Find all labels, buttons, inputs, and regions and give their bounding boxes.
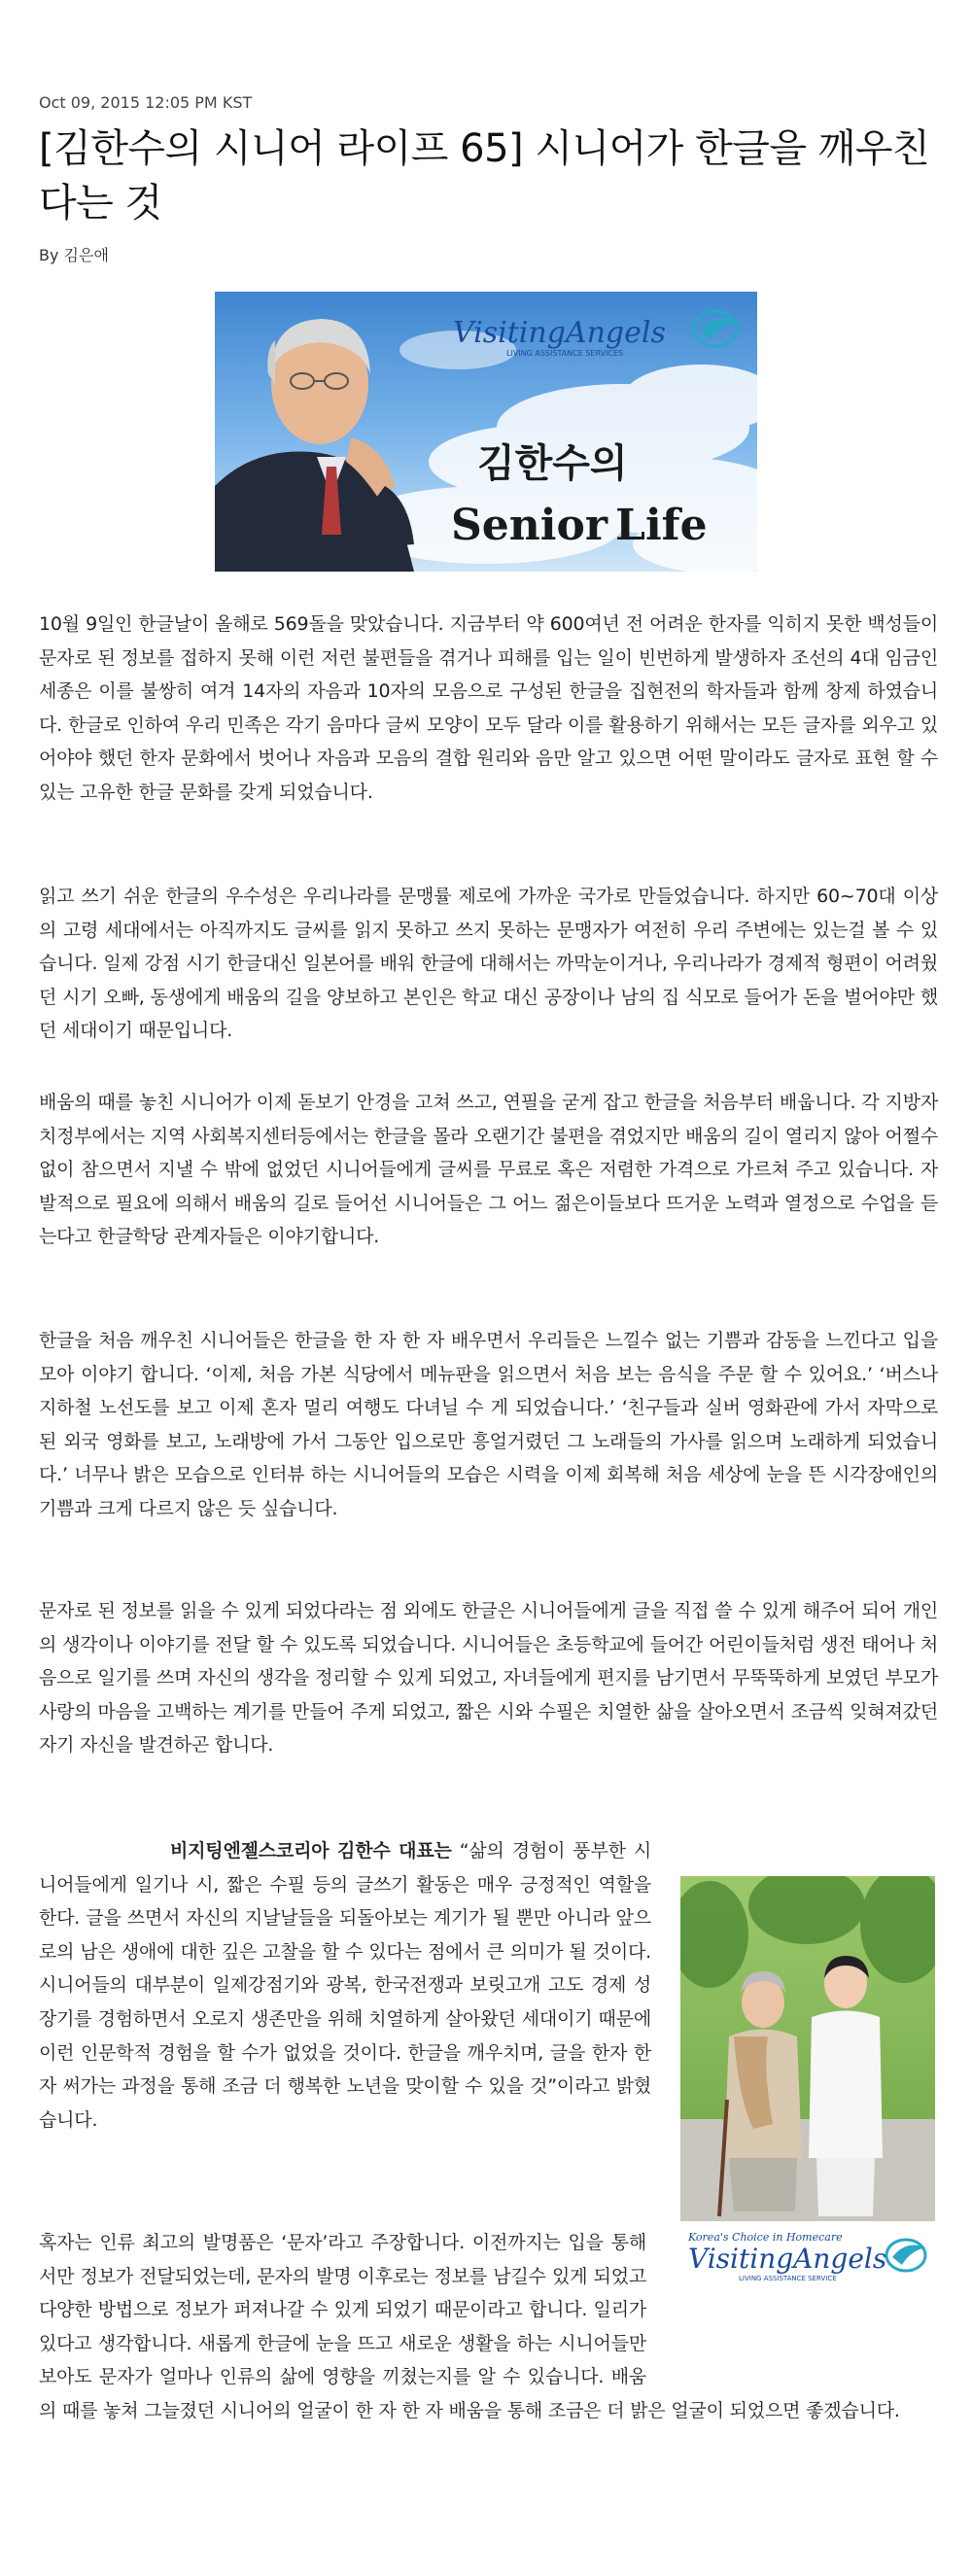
article-paragraph: 읽고 쓰기 쉬운 한글의 우수성은 우리나라를 문맹률 제로에 가까운 국가로 만들었습니다. 하지만 60~70대 이상의 고령 세대에서는 아직까지도 글씨를 읽지 못하고 쓰지 못하는 문맹자가 여전히 우리 주변에는 있는걸 볼 수 있습니다. 일제 강점 시기 한글대신 일본어를 배워 한글에 대해서는 까막눈이거나, 우리나라가 경제적 형편이 어려웠던 시기 오빠, 동생에게 배움의 길을 양보하고 본인은 학교 대신 공장이나 남의 집 식모로 들어가 돈을 벌어야만 했던 세대이기 때문입니다. xyxy=(39,886,938,1042)
quote-text: “삶의 경험이 풍부한 시니어들에게 일기나 시, 짧은 수필 등의 글쓰기 활동은 매우 긍정적인 역할을 한다. 글을 쓰면서 자신의 지날날들을 되돌아보는 계기가 될 뿐만 아니라 앞으로의 남은 생애에 대한 깊은 고찰을 할 수 있다는 점에서 큰 의미가 될 것이다. 시니어들의 대부분이 일제강점기와 광복, 한국전쟁과 보릿고개 고도 경제 성장기를 경험하면서 오로지 생존만을 위해 치열하게 살아왔던 세대이기 때문에 이런 인문학적 경험을 할 수가 없었을 것이다. 한글을 깨우치며, 글을 한자 한자 써가는 과정을 통해 조금 더 행복한 노년을 맞이할 수 있을 것”이라고 밝혔습니다. xyxy=(39,1840,652,2131)
quote-paragraph xyxy=(39,1834,651,2137)
hero-brand-sub: LIVING ASSISTANCE SERVICES xyxy=(506,349,624,358)
article-title: [김한수의 시니어 라이프 65] 시니어가 한글을 깨우친다는 것 xyxy=(39,126,930,226)
series-title-senior: Senior xyxy=(451,501,608,550)
hero-banner-image xyxy=(215,292,757,572)
byline-prefix: By xyxy=(39,246,59,264)
article-paragraph: 10월 9일인 한글날이 올해로 569돌을 맞았습니다. 지금부터 약 600여년 전 어려운 한자를 익히지 못한 백성들이 문자로 된 정보를 접하지 못해 이런 저런 불편들을 겪거나 피해를 입는 일이 빈번하게 발생하자 조선의 4대 임금인 세종은 이를 불쌍히 여겨 14자의 자음과 10자의 모음으로 구성된 한글을 집현전의 학자들과 함께 창제 하였습니다. 한글로 인하여 우리 민족은 각기 음마다 글씨 모양이 모두 달라 이를 활용하기 위해서는 모든 글자를 외우고 있어야야 했던 한자 문화에서 벗어나 자음과 모음의 결합 원리와 음만 알고 있으면 어떤 말이라도 글자로 표현 할 수 있는 고유한 한글 문화를 갖게 되었습니다. xyxy=(39,613,938,803)
series-name-korean: 김한수의 xyxy=(477,441,628,486)
author-name[interactable]: 김은애 xyxy=(63,246,109,264)
closing-paragraph xyxy=(39,2226,938,2428)
hero-brand-text: VisitingAngels xyxy=(453,316,666,350)
publish-date: Oct 09, 2015 12:05 PM KST xyxy=(39,93,253,112)
series-title-life: Life xyxy=(615,501,708,550)
closing-text: 혹자는 인류 최고의 발명품은 ‘문자’라고 주장합니다. 이전까지는 입을 통해서만 정보가 전달되었는데, 문자의 발명 이후로는 정보를 남길수 있게 되었고 다양한 방법으로 정보가 퍼져나갈 수 있게 되었기 때문이라고 합니다. 일리가 있다고 생각합니다. 새롭게 한글에 눈을 뜨고 새로운 생활을 하는 시니어들만 보아도 문자가 얼마나 인류의 삶에 영향을 끼쳤는지를 알 수 있습니다. 배움의 때를 놓쳐 그늘졌던 시니어의 얼굴이 한 자 한 자 배움을 통해 조금은 더 밝은 얼굴이 되었으면 좋겠습니다. xyxy=(39,2232,900,2421)
side-tagline: Korea's Choice in Homecare xyxy=(688,2231,843,2244)
article-paragraph: 배움의 때를 놓친 시니어가 이제 돋보기 안경을 고쳐 쓰고, 연필을 굳게 잡고 한글을 처음부터 배웁니다. 각 지방자치정부에서는 지역 사회복지센터등에서는 한글을 몰라 오랜기간 불편을 겪었지만 배움의 길이 열리지 않아 어쩔수 없이 참으면서 지낼 수 밖에 없었던 시니어들에게 글씨를 무료로 혹은 저렴한 가격으로 가르쳐 주고 있습니다. 자발적으로 필요에 의해서 배움의 길로 들어선 시니어들은 그 어느 젊은이들보다 뜨거운 노력과 열정으로 수업을 듣는다고 한글학당 관계자들은 이야기합니다. xyxy=(39,1092,938,1248)
quote-speaker: 비지팅엔젤스코리아 김한수 대표는 xyxy=(170,1840,452,1862)
hero-illustration xyxy=(215,292,757,572)
byline xyxy=(39,243,109,265)
article-paragraph: 문자로 된 정보를 읽을 수 있게 되었다라는 점 외에도 한글은 시니어들에게 글을 직접 쓸 수 있게 해주어 되어 개인의 생각이나 이야기를 전달 할 수 있도록 되었습니다. 시니어들은 초등학교에 들어간 어린이들처럼 생전 태어나 처음으로 일기를 쓰며 자신의 생각을 정리할 수 있게 되었고, 자녀들에게 편지를 남기면서 무뚝뚝하게 보였던 부모가 사랑의 마음을 고백하는 계기를 만들어 주게 되었고, 짧은 시와 수필은 치열한 삶을 살아오면서 조금씩 잊혀져갔던 자기 자신을 발견하곤 합니다. xyxy=(39,1600,938,1757)
side-brand-sub: LIVING ASSISTANCE SERVICE xyxy=(739,2275,837,2282)
side-brand-text: VisitingAngels xyxy=(688,2243,887,2275)
article-paragraph: 한글을 처음 깨우친 시니어들은 한글을 한 자 한 자 배우면서 우리들은 느낄수 없는 기쁨과 감동을 느낀다고 입을 모아 이야기 합니다. ‘이제, 처음 가본 식당에서 메뉴판을 읽으면서 처음 보는 음식을 주문 할 수 있어요.’ ‘버스나 지하철 노선도를 보고 이제 혼자 멀리 여행도 다녀닐 수 게 되었습니다.’ ‘친구들과 실버 영화관에 가서 자막으로 된 외국 영화를 보고, 노래방에 가서 그동안 입으로만 흥얼거렸던 그 노래들의 가사를 읽으며 노래하게 되었습니다.’ 너무나 밝은 모습으로 인터뷰 하는 시니어들의 모습은 시력을 이제 회복해 처음 세상에 눈을 뜬 시각장애인의 기쁨과 크게 다르지 않은 듯 싶습니다. xyxy=(39,1330,938,1519)
